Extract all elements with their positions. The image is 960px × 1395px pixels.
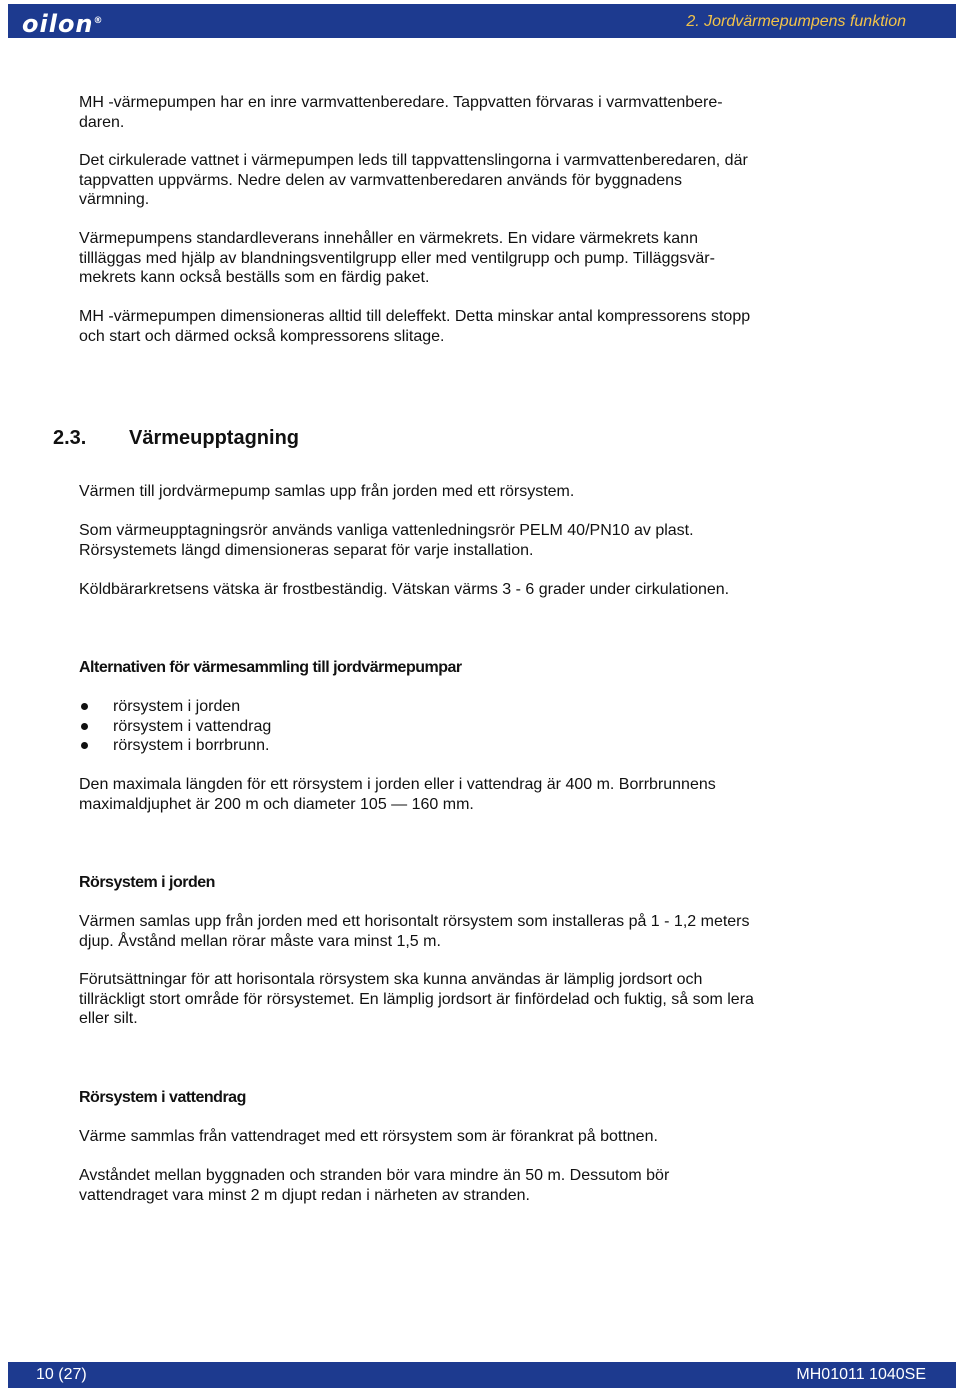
list-item: rörsystem i vattendrag	[79, 717, 271, 737]
alternatives-paragraph: Den maximala längden för ett rörsystem i jorden eller i vattendrag är 400 m. Borrbrunnens maximaldjuphet är 200 m och diameter 105 — 160 mm.	[79, 776, 716, 813]
intro-paragraph-4: MH -värmepumpen dimensioneras alltid till deleffekt. Detta minskar antal kompressorens stopp och start och därmed också kompressorens slitage.	[79, 308, 751, 345]
section-paragraph-2: Som värmeupptagningsrör används vanliga vattenledningsrör PELM 40/PN10 av plast. Rörsystemets längd dimensioneras separat för varje installation.	[79, 522, 694, 559]
chapter-title: 2. Jordvärmepumpens funktion	[686, 13, 906, 30]
ground-paragraph-2: Förutsättningar för att horisontala rörsystem ska kunna användas är lämplig jordsort och tillräckligt stort område för rörsystemet. En lämplig jordsort är finfördelad och fuktig, så som lera eller silt.	[79, 971, 754, 1027]
section-paragraph-1: Värmen till jordvärmepump samlas upp från jorden med ett rörsystem.	[79, 483, 575, 500]
page-number: 10 (27)	[36, 1366, 87, 1383]
header-bar	[8, 4, 956, 38]
section-title: Värmeupptagning	[129, 427, 300, 449]
section-heading	[53, 426, 300, 450]
ground-paragraph-1: Värmen samlas upp från jorden med ett horisontalt rörsystem som installeras på 1 - 1,2 meters djup. Åvstånd mellan rörar måste vara minst 1,5 m.	[79, 913, 750, 950]
bullet-icon	[81, 723, 88, 730]
document-id: MH01011 1040SE	[796, 1366, 926, 1383]
intro-paragraph-1: MH -värmepumpen har en inre varmvattenberedare. Tappvatten förvaras i varmvattenbere- daren.	[79, 94, 723, 131]
footer-bar	[8, 1362, 956, 1388]
oilon-logo: oilon®	[22, 10, 104, 38]
intro-paragraph-3: Värmepumpens standardleverans innehåller en värmekrets. En vidare värmekrets kann tillläggas med hjälp av blandningsventilgrupp eller med ventilgrupp och pump. Tilläggsvär- mekrets kann också beställs som en färdig paket.	[79, 230, 715, 286]
section-paragraph-3: Köldbärarkretsens vätska är frostbeständig. Vätskan värms 3 - 6 grader under cirkulationen.	[79, 581, 730, 598]
water-paragraph-1: Värme sammlas från vattendraget med ett rörsystem som är förankrat på bottnen.	[79, 1128, 658, 1145]
water-paragraph-2: Avståndet mellan byggnaden och stranden bör vara mindre än 50 m. Dessutom bör vattendraget vara minst 2 m djupt redan i närheten av stranden.	[79, 1167, 670, 1204]
bullet-icon	[81, 742, 88, 749]
intro-paragraph-2: Det cirkulerade vattnet i värmepumpen leds till tappvattenslingorna i varmvattenberedaren, där tappvatten uppvärms. Nedre delen av varmvattenberedaren används för byggnadens värmning.	[79, 152, 748, 208]
bullet-icon	[81, 703, 88, 710]
list-item: rörsystem i jorden	[79, 697, 271, 717]
alternatives-heading: Alternativen för värmesammling till jordvärmepumpar	[79, 659, 462, 676]
list-item: rörsystem i borrbrunn.	[79, 736, 271, 756]
water-heading: Rörsystem i vattendrag	[79, 1089, 246, 1106]
ground-heading: Rörsystem i jorden	[79, 874, 215, 891]
section-number: 2.3.	[53, 427, 87, 449]
alternatives-list	[79, 697, 271, 756]
